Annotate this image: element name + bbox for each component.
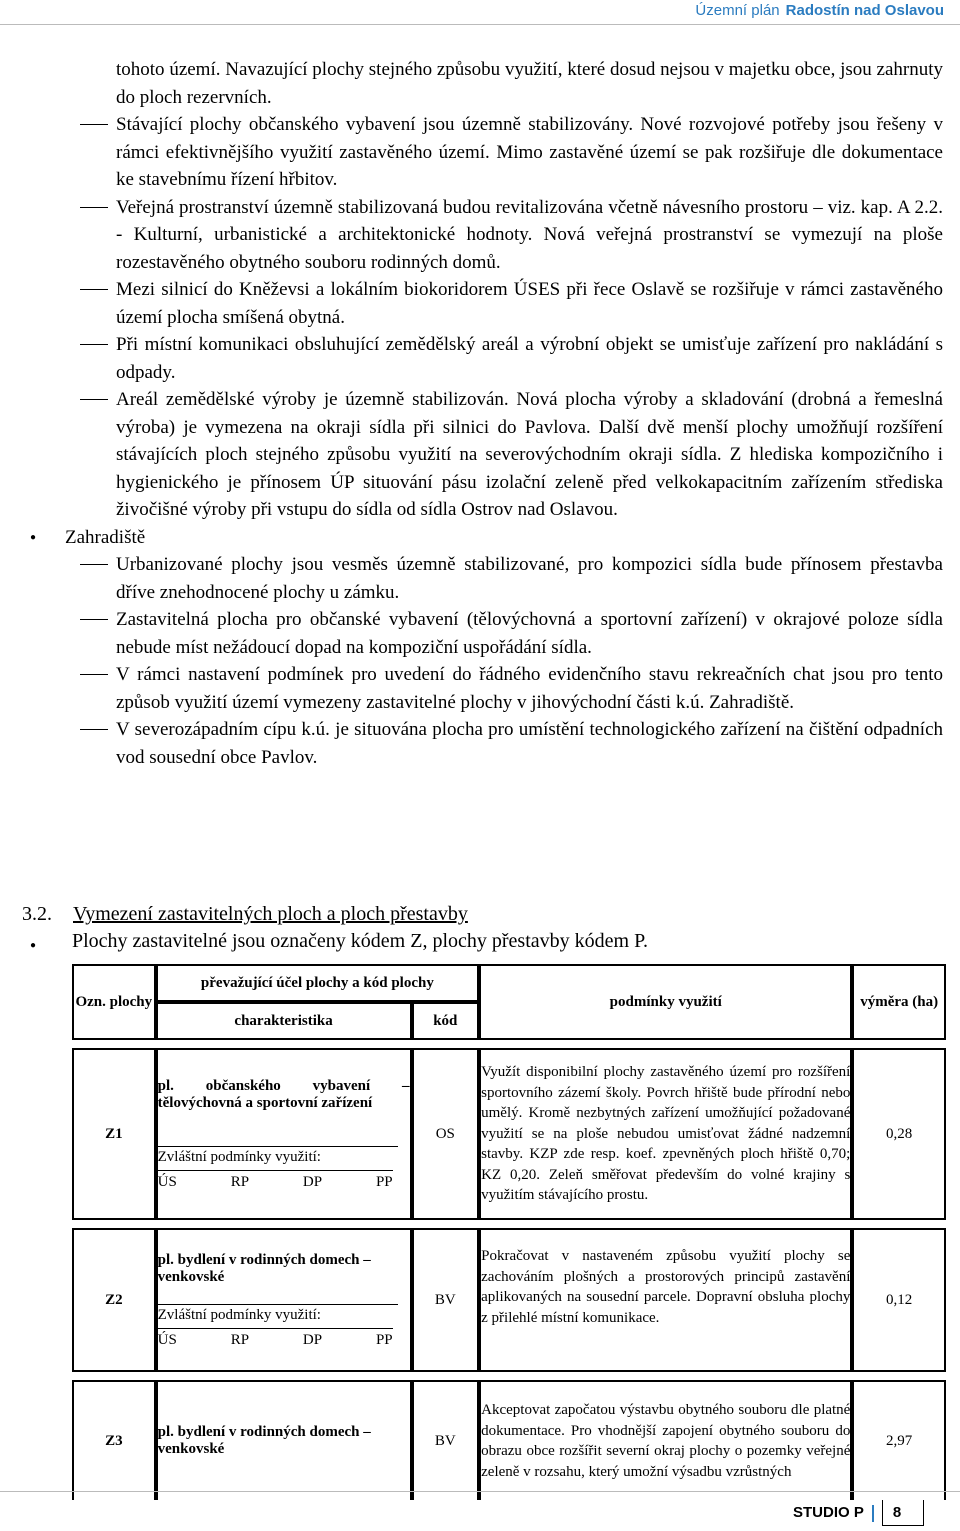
row-desc — [156, 1380, 412, 1500]
row-kod: BV — [412, 1380, 480, 1500]
table-row — [72, 1048, 946, 1220]
page-footer — [793, 1500, 924, 1526]
header-divider — [0, 24, 960, 25]
dash-item-text: Při místní komunikaci obsluhující zemědělský areál a výrobní objekt se umisťuje zařízení pro nakládání s odpady. — [116, 334, 943, 383]
dash-item-text: Urbanizované plochy jsou vesměs územně stabilizované, pro kompozici sídla bude přínosem přestavba dříve znehodnocené plochy u zámku. — [116, 554, 943, 603]
dash-item-text: Stávající plochy občanského vybavení jsou územně stabilizovány. Nové rozvojové potřeby jsou řešeny v rámci efektivnějšího využití zastavěného území. Mimo zastavěné území se pak rozšiřuje dle dokumentace ke stavebnímu řízení hřbitov. — [116, 114, 943, 190]
code-us: ÚS — [157, 1331, 177, 1348]
page-header — [695, 2, 944, 19]
dash-item-text: V rámci nastavení podmínek pro uvedení do řádného evidenčního stavu rekreačních chat jsou pro tento způsob využití území vymezeny zastavitelné plochy v jihovýchodní části k.ú. Zahradiště. — [116, 664, 943, 713]
row-conditions: Využít disponibilní plochy zastavěného území pro rozšíření sportovního zázemí školy. Povrch hřiště bude přírodní nebo umělý. Kromě nezbytných zařízení umožňující požadované využití se na ploše nebudou umisťovat žádné nadzemní stavby. KZP zde resp. koef. zpevněných ploch hřiště 0,70; KZ 0,20. Zeleň směřovat především do volné krajiny s využitím stávajícího prostu. — [479, 1048, 852, 1220]
dash-item — [0, 386, 960, 524]
header-ozn: Ozn. plochy — [72, 964, 156, 1040]
row-conditions: Pokračovat v nastaveném způsobu využití plochy se zachováním plošných a prostorových principů zastavění aplikovaných na sousední parcele. Dopravní obsluha plochy z přilehlé místní komunikace. — [479, 1228, 852, 1372]
row-vymera: 0,28 — [852, 1048, 946, 1220]
special-conditions-label: Zvláštní podmínky využití: — [158, 1304, 398, 1324]
dash-item — [0, 194, 960, 277]
dash-item — [0, 111, 960, 194]
place-name: Radostín nad Oslavou — [785, 2, 944, 19]
bullet-item-text: Zahradiště — [65, 526, 146, 548]
row-desc-text: pl. bydlení v rodinných domech – venkovské — [157, 1251, 371, 1285]
header-charakteristika: charakteristika — [156, 1002, 412, 1040]
section-bullet: Plochy zastavitelné jsou označeny kódem Z, plochy přestavby kódem P. — [72, 930, 648, 952]
dash-item-text: Mezi silnicí do Kněževsi a lokálním biokoridorem ÚSES při řece Oslavě se rozšiřuje v rámci zastavěného území plocha smíšená obytná. — [116, 279, 943, 328]
row-desc-text: pl. bydlení v rodinných domech – venkovské — [157, 1424, 371, 1457]
dash-item — [0, 331, 960, 386]
header-vymera: výměra (ha) — [852, 964, 946, 1040]
dash-item-text: Veřejná prostranství územně stabilizovaná budou revitalizována včetně návesního prostoru – viz. kap. A 2.2. - Kulturní, urbanistické a architektonické hodnoty. Nová veřejná prostranství se vymezují na ploše rozestavěného obytného souboru rodinných domů. — [116, 196, 943, 273]
section-number: 3.2. — [22, 903, 52, 925]
dash-item — [0, 661, 960, 716]
dash-icon — [80, 124, 108, 125]
row-desc-text: pl. občanského vybavení – tělovýchovná a sportovní zařízení — [157, 1077, 410, 1111]
code-rp: RP — [230, 1173, 250, 1190]
bullet-icon: ● — [30, 940, 37, 951]
row-kod: BV — [412, 1228, 480, 1372]
row-vymera: 2,97 — [852, 1380, 946, 1500]
footer-divider — [0, 1491, 960, 1492]
code-rp: RP — [230, 1331, 250, 1348]
bullet-item — [0, 524, 960, 552]
code-dp: DP — [302, 1331, 323, 1348]
dash-item-text: V severozápadním cípu k.ú. je situována plocha pro umístění technologického zařízení na čištění odpadních vod sousední obce Pavlov. — [116, 719, 943, 768]
paragraph-continuation: tohoto území. Navazující plochy stejného způsobu využití, které dosud nejsou v majetku obce, jsou zahrnuty do ploch rezervních. — [116, 59, 943, 108]
special-conditions-label: Zvláštní podmínky využití: — [158, 1146, 398, 1166]
code-us: ÚS — [157, 1173, 177, 1190]
areas-table — [72, 964, 946, 1500]
table-header-row — [72, 964, 946, 1002]
row-ozn: Z2 — [72, 1228, 156, 1372]
bullet-icon: ● — [30, 531, 37, 543]
dash-item — [0, 551, 960, 606]
dash-icon — [80, 564, 108, 565]
code-pp: PP — [375, 1331, 393, 1348]
row-vymera: 0,12 — [852, 1228, 946, 1372]
section-title: Vymezení zastavitelných ploch a ploch přestavby — [73, 903, 468, 925]
header-podminky: podmínky využití — [479, 964, 852, 1040]
table-row — [72, 1228, 946, 1372]
body-text — [0, 56, 960, 771]
section-heading — [22, 903, 468, 926]
special-conditions-codes — [158, 1170, 393, 1191]
row-ozn: Z1 — [72, 1048, 156, 1220]
dash-item — [0, 276, 960, 331]
dash-item-text: Areál zemědělské výroby je územně stabilizován. Nová plocha výroby a skladování (drobná a řemeslná výroba) je vymezena na okraji sídla při silnici do Pavlova. Další dvě menší plochy umožňují rozšíření stávajících ploch stejného způsobu využití na severovýchodním okraji sídla. Z hlediska kompozičního i hygienického je přínosem ÚP situování pásu izolační zeleně před velkokapacitním zařízením střediska živočišné výroby při vstupu do sídla od sídla Ostrov nad Oslavou. — [116, 389, 943, 520]
dash-icon — [80, 399, 108, 400]
row-conditions: Akceptovat započatou výstavbu obytného souboru dle platné dokumentace. Pro vhodnější zapojení obytného souboru do obrazu obce rozšířit severní okraj plochy o pozemky veřejné zeleně v rozsahu, který umožní výsadbu vzrůstných — [479, 1380, 852, 1500]
dash-icon — [80, 344, 108, 345]
row-desc — [156, 1228, 412, 1372]
footer-separator — [872, 1505, 874, 1522]
header-ucel: převažující účel plochy a kód plochy — [156, 964, 479, 1002]
special-conditions-codes — [158, 1328, 393, 1349]
dash-icon — [80, 207, 108, 208]
code-dp: DP — [302, 1173, 323, 1190]
dash-item — [0, 606, 960, 661]
dash-icon — [80, 674, 108, 675]
header-kod: kód — [412, 1002, 480, 1040]
dash-item-text: Zastavitelná plocha pro občanské vybavení (tělovýchovná a sportovní zařízení) v okrajové poloze sídla nebude míst nežádoucí dopad na kompoziční uspořádání sídla. — [116, 609, 943, 658]
document-title: Územní plán — [695, 2, 780, 19]
dash-item — [0, 716, 960, 771]
dash-icon — [80, 729, 108, 730]
row-kod: OS — [412, 1048, 480, 1220]
dash-icon — [80, 619, 108, 620]
studio-name: STUDIO P — [793, 1504, 864, 1521]
code-pp: PP — [375, 1173, 393, 1190]
row-ozn: Z3 — [72, 1380, 156, 1500]
row-desc — [156, 1048, 412, 1220]
page-number: 8 — [882, 1500, 924, 1526]
dash-icon — [80, 289, 108, 290]
table-row — [72, 1380, 946, 1500]
